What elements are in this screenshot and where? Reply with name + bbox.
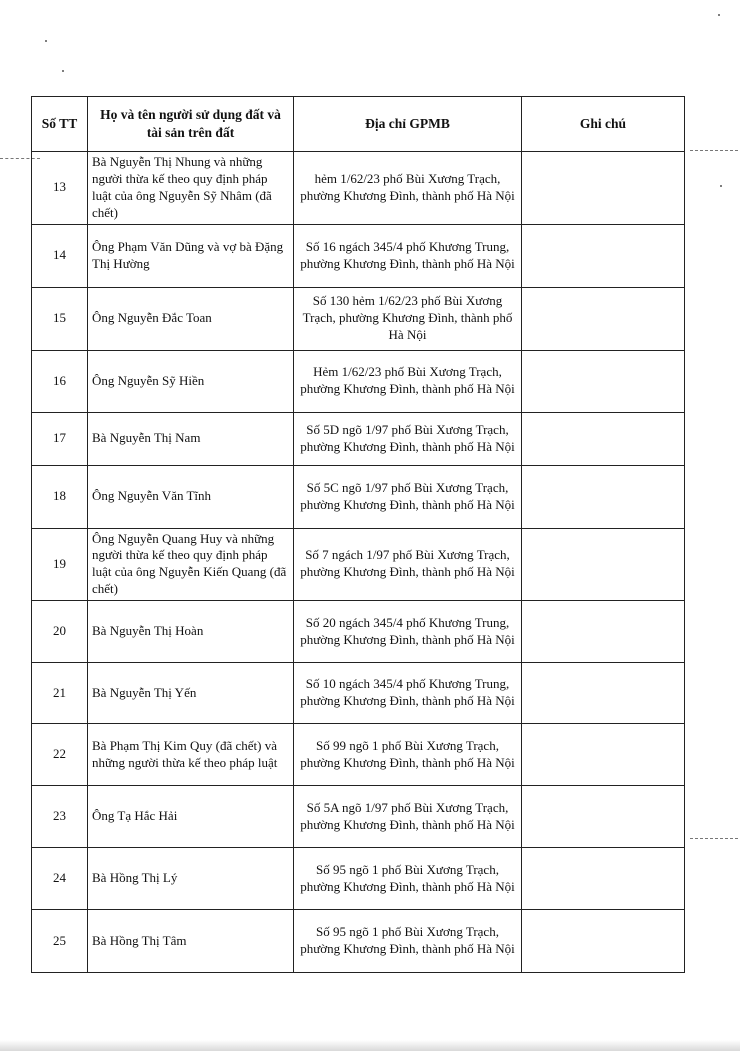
cell-stt: 14 — [32, 224, 88, 287]
scan-speck — [62, 70, 64, 72]
cell-note — [522, 465, 685, 528]
cell-name: Ông Nguyễn Quang Huy và những người thừa kế theo quy định pháp luật của ông Nguyễn Kiến Quang (đã chết) — [88, 528, 294, 601]
header-note: Ghi chú — [522, 97, 685, 152]
cell-stt: 22 — [32, 724, 88, 786]
cell-name: Ông Phạm Văn Dũng và vợ bà Đặng Thị Hường — [88, 224, 294, 287]
cell-stt: 16 — [32, 350, 88, 412]
cell-note — [522, 663, 685, 724]
scan-line — [690, 150, 738, 152]
cell-stt: 25 — [32, 910, 88, 973]
scan-line — [690, 838, 738, 840]
cell-note — [522, 601, 685, 663]
table-row — [32, 910, 685, 973]
table-row — [32, 287, 685, 350]
cell-stt: 21 — [32, 663, 88, 724]
cell-name: Ông Tạ Hắc Hải — [88, 786, 294, 848]
cell-address: Số 16 ngách 345/4 phố Khương Trung, phường Khương Đình, thành phố Hà Nội — [294, 224, 522, 287]
cell-name: Bà Nguyễn Thị Nam — [88, 412, 294, 465]
scan-bottom-edge — [0, 1040, 740, 1051]
scan-speck — [720, 185, 722, 187]
cell-address: Số 95 ngõ 1 phố Bùi Xương Trạch, phường Khương Đình, thành phố Hà Nội — [294, 848, 522, 910]
table-row — [32, 601, 685, 663]
cell-name: Bà Nguyễn Thị Hoàn — [88, 601, 294, 663]
cell-name: Bà Nguyễn Thị Nhung và những người thừa kế theo quy định pháp luật của ông Nguyễn Sỹ Nhâm (đã chết) — [88, 152, 294, 225]
table-row — [32, 786, 685, 848]
cell-stt: 23 — [32, 786, 88, 848]
cell-note — [522, 786, 685, 848]
table-row — [32, 224, 685, 287]
table-row — [32, 465, 685, 528]
table-row — [32, 152, 685, 225]
cell-note — [522, 224, 685, 287]
cell-address: Số 5C ngõ 1/97 phố Bùi Xương Trạch, phường Khương Đình, thành phố Hà Nội — [294, 465, 522, 528]
table-row — [32, 412, 685, 465]
cell-note — [522, 848, 685, 910]
table-row — [32, 350, 685, 412]
cell-note — [522, 412, 685, 465]
cell-name: Ông Nguyễn Đắc Toan — [88, 287, 294, 350]
cell-stt: 20 — [32, 601, 88, 663]
header-name: Họ và tên người sử dụng đất và tài sản trên đất — [88, 97, 294, 152]
cell-note — [522, 910, 685, 973]
cell-name: Ông Nguyễn Sỹ Hiền — [88, 350, 294, 412]
cell-address: Số 5A ngõ 1/97 phố Bùi Xương Trạch, phường Khương Đình, thành phố Hà Nội — [294, 786, 522, 848]
cell-note — [522, 287, 685, 350]
header-address: Địa chỉ GPMB — [294, 97, 522, 152]
cell-note — [522, 350, 685, 412]
scan-speck — [45, 40, 47, 42]
cell-address: Số 7 ngách 1/97 phố Bùi Xương Trạch, phường Khương Đình, thành phố Hà Nội — [294, 528, 522, 601]
cell-address: Hẻm 1/62/23 phố Bùi Xương Trạch, phường Khương Đình, thành phố Hà Nội — [294, 350, 522, 412]
cell-stt: 13 — [32, 152, 88, 225]
cell-stt: 18 — [32, 465, 88, 528]
table-row — [32, 528, 685, 601]
table-row — [32, 724, 685, 786]
cell-address: Số 99 ngõ 1 phố Bùi Xương Trạch, phường Khương Đình, thành phố Hà Nội — [294, 724, 522, 786]
cell-address: Số 20 ngách 345/4 phố Khương Trung, phường Khương Đình, thành phố Hà Nội — [294, 601, 522, 663]
cell-address: hẻm 1/62/23 phố Bùi Xương Trạch, phường Khương Đình, thành phố Hà Nội — [294, 152, 522, 225]
cell-stt: 19 — [32, 528, 88, 601]
table-row — [32, 848, 685, 910]
cell-address: Số 130 hẻm 1/62/23 phố Bùi Xương Trạch, phường Khương Đình, thành phố Hà Nội — [294, 287, 522, 350]
cell-address: Số 95 ngõ 1 phố Bùi Xương Trạch, phường Khương Đình, thành phố Hà Nội — [294, 910, 522, 973]
cell-stt: 24 — [32, 848, 88, 910]
cell-stt: 17 — [32, 412, 88, 465]
cell-stt: 15 — [32, 287, 88, 350]
cell-note — [522, 724, 685, 786]
table-header-row — [32, 97, 685, 152]
cell-address: Số 5D ngõ 1/97 phố Bùi Xương Trạch, phường Khương Đình, thành phố Hà Nội — [294, 412, 522, 465]
cell-note — [522, 528, 685, 601]
cell-note — [522, 152, 685, 225]
cell-name: Bà Phạm Thị Kim Quy (đã chết) và những người thừa kế theo pháp luật — [88, 724, 294, 786]
cell-name: Bà Hồng Thị Lý — [88, 848, 294, 910]
scan-speck — [718, 14, 720, 16]
header-stt: Số TT — [32, 97, 88, 152]
land-clearance-table — [31, 96, 685, 973]
cell-name: Ông Nguyễn Văn Tĩnh — [88, 465, 294, 528]
table-row — [32, 663, 685, 724]
cell-name: Bà Hồng Thị Tâm — [88, 910, 294, 973]
cell-name: Bà Nguyễn Thị Yến — [88, 663, 294, 724]
cell-address: Số 10 ngách 345/4 phố Khương Trung, phường Khương Đình, thành phố Hà Nội — [294, 663, 522, 724]
